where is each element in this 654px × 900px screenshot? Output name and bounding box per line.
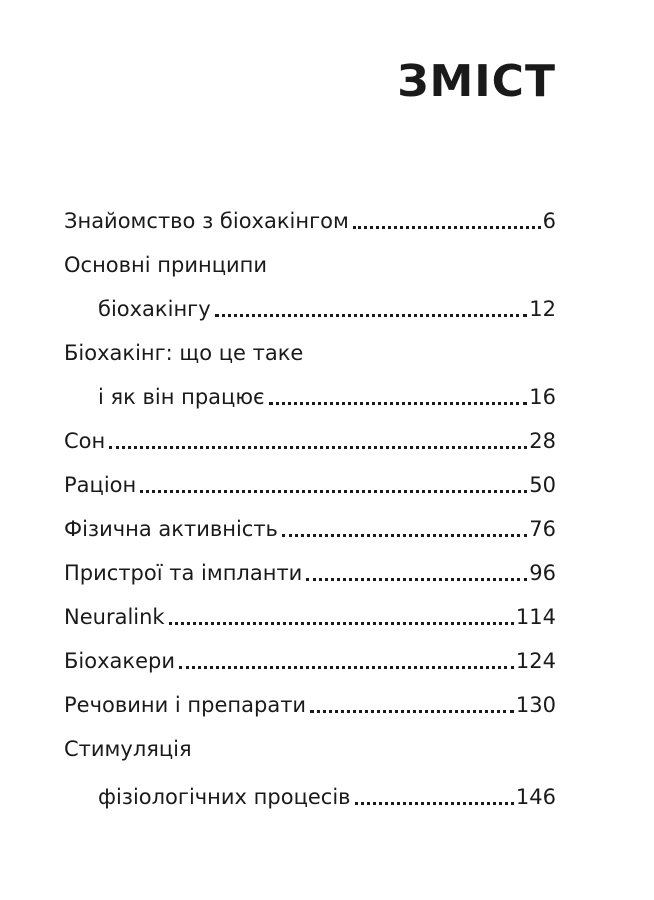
toc-leader-dots: [306, 578, 527, 581]
toc-entry-page: 76: [529, 517, 556, 541]
toc-entry-page: 146: [515, 785, 556, 809]
toc-entry-page: 12: [529, 297, 556, 321]
toc-entry: [64, 556, 556, 586]
toc-leader-dots: [109, 446, 527, 449]
toc-entry-continuation: [98, 380, 556, 410]
toc-entry: [64, 688, 556, 718]
toc-entry-title: Речовини і препарати: [64, 693, 307, 717]
toc-entry: [64, 600, 556, 630]
page-title: ЗМІСТ: [397, 56, 556, 107]
toc-entry-title: Сон: [64, 429, 106, 453]
toc-entry: [64, 424, 556, 454]
toc-entry-title: і як він працює: [98, 385, 265, 409]
toc-entry: [64, 336, 556, 366]
toc-entry-page: 96: [529, 561, 556, 585]
toc-entry-title: Пристрої та імпланти: [64, 561, 303, 585]
toc-leader-dots: [269, 402, 528, 405]
toc-leader-dots: [310, 710, 514, 713]
toc-entry-continuation: [98, 780, 556, 810]
toc-leader-dots: [282, 534, 527, 537]
toc-entry-title: Neuralink: [64, 605, 165, 629]
toc-leader-dots: [353, 226, 541, 229]
toc-entry: [64, 204, 556, 234]
toc-entry-title: Фізична активність: [64, 517, 278, 541]
toc-leader-dots: [169, 622, 514, 625]
toc-entry: [64, 644, 556, 674]
toc-entry-page: 6: [542, 209, 556, 233]
toc-entry: [64, 468, 556, 498]
toc-entry-title: фізіологічних процесів: [98, 785, 351, 809]
toc-entry-title: Стимуляція: [64, 737, 192, 761]
toc-entry-page: 114: [515, 605, 556, 629]
toc-entry-title: Біохакери: [64, 649, 175, 673]
toc-entry-title: Знайомство з біохакінгом: [64, 209, 349, 233]
toc-entry-page: 28: [529, 429, 556, 453]
toc-entry-continuation: [98, 292, 556, 322]
toc-entry-title: Біохакінг: що це таке: [64, 341, 304, 365]
toc-entry-title: Основні принципи: [64, 253, 268, 277]
toc-leader-dots: [140, 490, 527, 493]
toc-entry-page: 50: [529, 473, 556, 497]
toc-entry: [64, 512, 556, 542]
toc-entry-page: 124: [515, 649, 556, 673]
toc-entry-title: Раціон: [64, 473, 137, 497]
toc-entry-page: 130: [515, 693, 556, 717]
toc-entry-title: біохакінгу: [98, 297, 211, 321]
toc-entry: [64, 248, 556, 278]
toc-entry: [64, 732, 556, 762]
toc-leader-dots: [355, 802, 514, 805]
toc-leader-dots: [215, 314, 528, 317]
toc-entry-page: 16: [529, 385, 556, 409]
toc-leader-dots: [179, 666, 514, 669]
